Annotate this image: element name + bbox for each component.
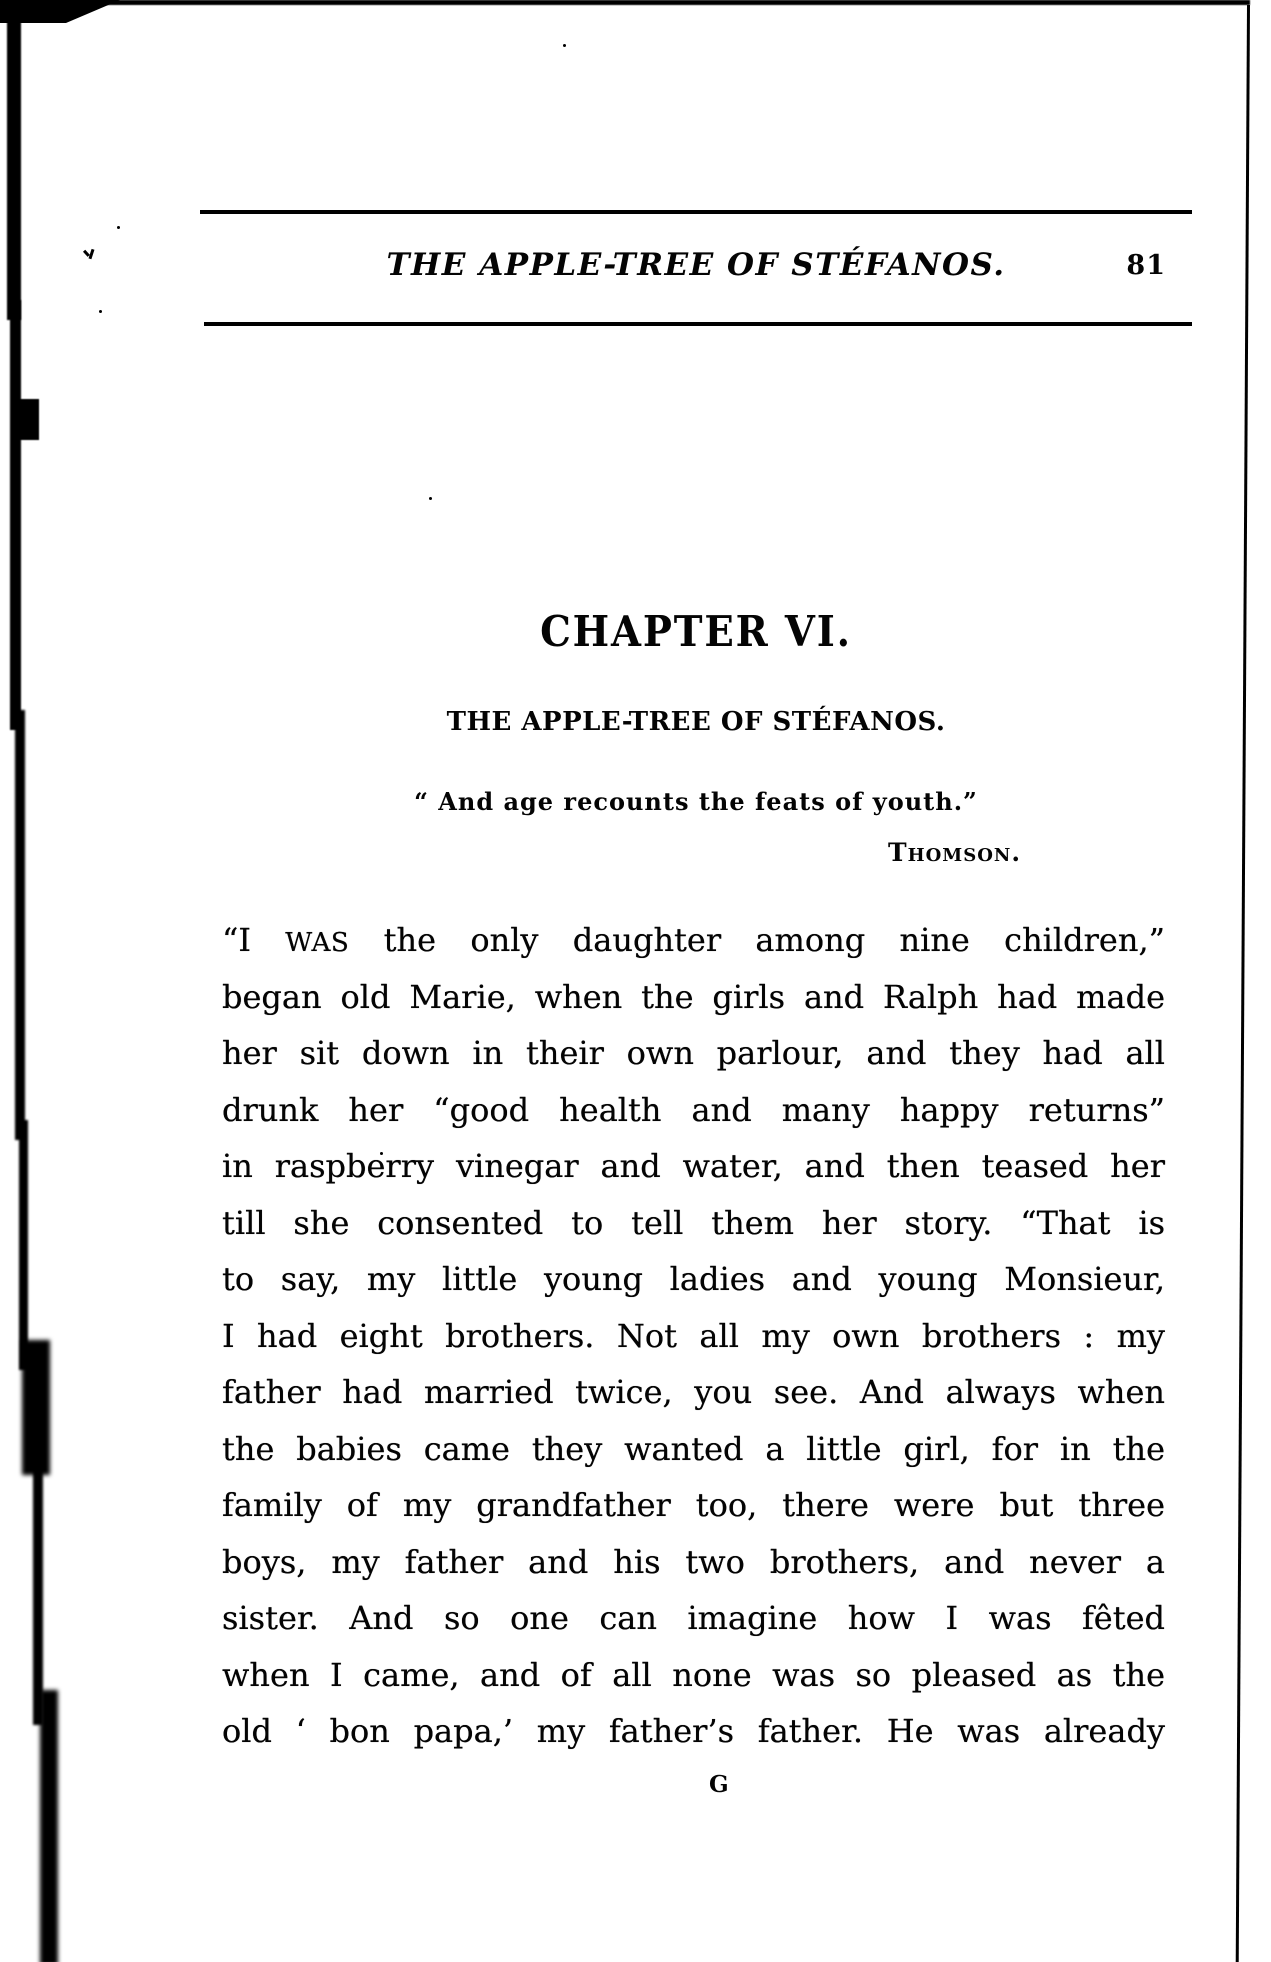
- body-line-open: “I: [222, 921, 286, 959]
- ink-speck: [99, 310, 102, 313]
- header-rule-bottom: [204, 322, 1192, 326]
- ink-speck: [117, 226, 120, 229]
- signature-mark: G: [709, 1771, 729, 1798]
- body-line: when I came, and of all none was so pleased as the: [222, 1655, 1165, 1694]
- body-line: boys, my father and his two brothers, and never a: [222, 1542, 1165, 1581]
- body-line: the babies came they wanted a little girl, for in the: [222, 1429, 1165, 1468]
- body-line: till she consented to tell them her story. “That is: [222, 1203, 1165, 1242]
- running-title: THE APPLE-TREE OF STÉFANOS.: [386, 247, 1006, 283]
- body-line: I had eight brothers. Not all my own brothers : my: [222, 1316, 1165, 1355]
- scan-edge-left: [10, 300, 21, 730]
- body-text: [222, 912, 1165, 1760]
- header-rule-top: [200, 210, 1192, 214]
- body-line: sister. And so one can imagine how I was fêted: [222, 1599, 1165, 1637]
- body-line: father had married twice, you see. And always when: [222, 1373, 1165, 1411]
- scan-edge-top: [0, 0, 1250, 5]
- body-line-rest: the only daughter among nine children,”: [349, 921, 1166, 959]
- body-line: her sit down in their own parlour, and they had all: [222, 1034, 1165, 1072]
- ink-mark: [89, 249, 94, 259]
- body-line: began old Marie, when the girls and Ralph had made: [222, 977, 1165, 1016]
- body-line: family of my grandfather too, there were but three: [222, 1486, 1165, 1524]
- ink-mark: [83, 250, 90, 257]
- body-line: old ‘ bon papa,’ my father’s father. He was already: [222, 1712, 1165, 1750]
- ink-speck: [563, 44, 566, 47]
- chapter-heading: CHAPTER VI.: [540, 607, 852, 656]
- scan-edge-right: [1236, 5, 1250, 1962]
- chapter-subtitle: THE APPLE-TREE OF STÉFANOS.: [446, 707, 946, 737]
- scan-blot-left: [13, 399, 39, 440]
- body-line-smallcaps: WAS: [285, 928, 350, 958]
- scan-edge-left: [7, 0, 21, 320]
- scan-smudge-left: [33, 1455, 43, 1725]
- scan-smudge-left-bottom: [40, 1690, 58, 1962]
- epigraph-quote: “ And age recounts the feats of youth.”: [414, 787, 978, 816]
- scan-edge-left: [19, 1120, 28, 1370]
- page-number: 81: [1126, 250, 1166, 281]
- page-header: [200, 247, 1192, 293]
- body-line: to say, my little young ladies and young Monsieur,: [222, 1260, 1165, 1298]
- body-line: drunk her “good health and many happy returns”: [222, 1090, 1165, 1129]
- epigraph-attribution: Thomson.: [888, 838, 1022, 867]
- body-line: in raspberry vinegar and water, and then teased her: [222, 1147, 1165, 1185]
- scan-edge-left: [15, 710, 25, 1140]
- body-line: [222, 912, 1165, 969]
- ink-speck: [429, 497, 432, 500]
